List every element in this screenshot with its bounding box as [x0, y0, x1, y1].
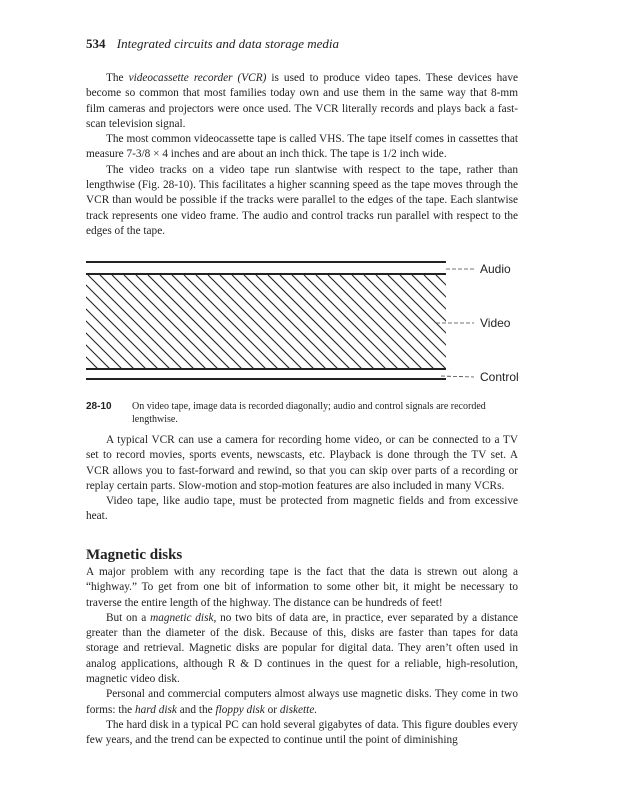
video-track-stripe: [352, 275, 446, 369]
video-track-stripe: [232, 275, 326, 369]
term: hard disk: [134, 703, 177, 716]
video-track-stripe: [364, 275, 458, 369]
video-track-stripe: [172, 275, 266, 369]
running-title: Integrated circuits and data storage media: [116, 36, 340, 51]
video-track-stripe: [508, 275, 526, 369]
video-tape-figure: [86, 257, 526, 387]
video-track-stripe: [220, 275, 314, 369]
term: floppy disk: [215, 703, 265, 716]
video-track-stripe: [340, 275, 434, 369]
video-track-stripe: [328, 275, 422, 369]
video-track-stripe: [86, 275, 146, 369]
video-track-stripe: [304, 275, 398, 369]
video-track-stripe: [256, 275, 350, 369]
video-track-stripe: [136, 275, 230, 369]
label-video: Video: [480, 316, 511, 330]
video-track-stripe: [388, 275, 482, 369]
page-number: 534: [86, 36, 106, 51]
control-leader-line: [441, 376, 474, 377]
video-track-stripe: [184, 275, 278, 369]
video-track-stripe: [520, 275, 526, 369]
video-track-stripe: [280, 275, 374, 369]
video-track-stripe: [244, 275, 338, 369]
tape-diagram: [86, 257, 526, 387]
video-track-stripe: [268, 275, 362, 369]
video-track-stripe: [124, 275, 218, 369]
paragraph: Personal and commercial computers almost always use magnetic disks. They come in two forms: the hard disk and the floppy disk or diskette.: [86, 688, 518, 716]
video-track-stripe: [376, 275, 470, 369]
video-track-hatching: [86, 275, 526, 369]
video-track-stripe: [292, 275, 386, 369]
video-track-stripe: [160, 275, 254, 369]
figure-caption: [86, 400, 518, 426]
term: diskette.: [279, 703, 318, 716]
video-track-stripe: [208, 275, 302, 369]
video-track-stripe: [100, 275, 194, 369]
paragraph: But on a magnetic disk, no two bits of data are, in practice, ever separated by a distance greater than the diameter of the disk. Because of this, disks are faster than tapes for data storage and retrieval. Magnetic disks are popular for digital data. They aren’t often used in analog applications, although R & D continues in the quest for a reliable, high-resolution, magnetic video disk.: [86, 611, 518, 686]
term: magnetic disk,: [150, 611, 217, 624]
paragraph: The most common videocassette tape is called VHS. The tape itself comes in cassettes that measure 7-3/8 × 4 inches and are about an inch thick. The tape is 1/2 inch wide.: [86, 133, 518, 161]
vcr-section: [86, 71, 518, 239]
video-track-stripe: [196, 275, 290, 369]
label-audio: Audio: [480, 262, 511, 276]
video-track-stripe: [112, 275, 206, 369]
magnetic-disks-section: [86, 565, 518, 749]
term: videocassette recorder (VCR): [128, 72, 267, 84]
paragraph: A major problem with any recording tape is the fact that the data is strewn out along a “highway.” To get from one bit of information to some other bit, it might be necessary to traverse the entire length of the highway. The distance can be hundreds of feet!: [86, 566, 518, 609]
vcr-usage-section: [86, 433, 518, 525]
paragraph: The videocassette recorder (VCR) is used to produce video tapes. These devices have become so common that most families today own and use them in the same way that 8-mm film cameras and projectors were once used. The VCR literally records and plays back a fast-scan television signal.: [86, 72, 518, 130]
caption-text: On video tape, image data is recorded diagonally; audio and control signals are recorded lengthwise.: [132, 401, 486, 425]
running-header: [86, 36, 339, 52]
paragraph: A typical VCR can use a camera for recording home video, or can be connected to a TV set to record movies, sports events, newscasts, etc. Playback is done through the TV set. A VCR allows you to fast-forward and rewind, so that you can skip over parts of a recording or replay certain parts. Slow-motion and stop-motion features are also included in many VCRs.: [86, 434, 518, 492]
video-track-stripe: [88, 275, 182, 369]
video-track-stripe: [316, 275, 410, 369]
video-track-stripe: [86, 275, 122, 369]
paragraph: The video tracks on a video tape run slantwise with respect to the tape, rather than lengthwise (Fig. 28-10). This facilitates a higher scanning speed as the tape moves through the VCR than would be possible if the tracks were parallel to the edges of the tape. Each slantwise track represents one video frame. The audio and control tracks run parallel with respect to the edges of the tape.: [86, 163, 518, 237]
video-track-stripe: [148, 275, 242, 369]
paragraph: The hard disk in a typical PC can hold several gigabytes of data. This figure doubles every few years, and the trend can be expected to continue until the point of diminishing: [86, 718, 518, 747]
paragraph: Video tape, like audio tape, must be protected from magnetic fields and from excessive heat.: [86, 495, 518, 523]
label-control: Control: [480, 370, 519, 384]
figure-number: 28-10: [86, 401, 112, 412]
section-heading: Magnetic disks: [86, 547, 183, 563]
